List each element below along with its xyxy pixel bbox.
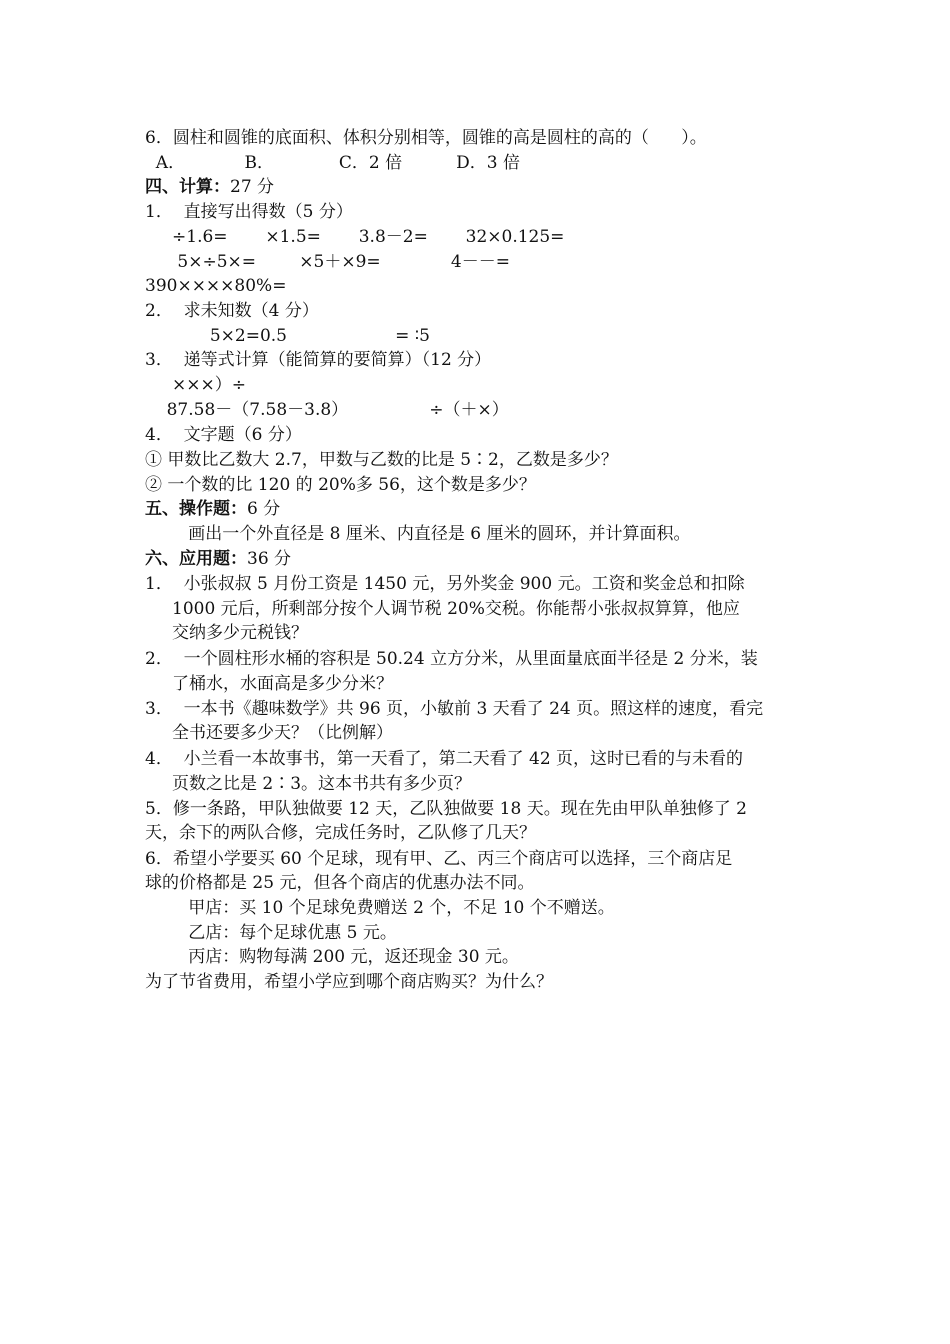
- app-q6-question: 为了节省费用，希望小学应到哪个商店购买？为什么？: [145, 972, 553, 992]
- section-4-points: 27 分: [230, 177, 275, 197]
- calc-3-row-1: ×××）÷: [145, 375, 246, 395]
- section-5-title: 五、操作题：: [145, 499, 247, 519]
- app-q6-shop-b: 乙店：每个足球优惠 5 元。: [145, 923, 397, 943]
- app-q1-line-1: 1． 小张叔叔 5 月份工资是 1450 元，另外奖金 900 元。工资和奖金总和扣除: [145, 574, 745, 594]
- app-q6-line-1: 6．希望小学要买 60 个足球，现有甲、乙、丙三个商店可以选择，三个商店足: [145, 849, 733, 869]
- calc-1-row-2: 5×÷5×= ×5＋×9= 4－－=: [145, 252, 510, 272]
- section-4-title: 四、计算：: [145, 177, 230, 197]
- app-q6-shop-c: 丙店：购物每满 200 元，返还现金 30 元。: [145, 947, 519, 967]
- app-q5-line-1: 5．修一条路，甲队独做要 12 天，乙队独做要 18 天。现在先由甲队单独修了 2: [145, 799, 747, 819]
- app-q4-line-1: 4． 小兰看一本故事书，第一天看了，第二天看了 42 页，这时已看的与未看的: [145, 749, 744, 769]
- calc-2-title: 2． 求未知数（4 分）: [145, 301, 319, 321]
- calc-1-row-1: ÷1.6= ×1.5= 3.8－2= 32×0.125=: [145, 227, 565, 247]
- calc-2-row-1: 5×2=0.5 = ∶5: [145, 326, 430, 346]
- calc-3-row-2: 87.58－（7.58－3.8） ÷（＋×）: [145, 400, 509, 420]
- section-5-text: 画出一个外直径是 8 厘米、内直径是 6 厘米的圆环，并计算面积。: [145, 524, 691, 544]
- app-q4-line-2: 页数之比是 2∶3。这本书共有多少页？: [172, 774, 472, 794]
- section-6-heading: [145, 548, 291, 570]
- app-q5-line-2: 天，余下的两队合修，完成任务时，乙队修了几天？: [145, 823, 536, 843]
- app-q6-shop-a: 甲店：买 10 个足球免费赠送 2 个，不足 10 个不赠送。: [145, 898, 615, 918]
- app-q6-line-2: 球的价格都是 25 元，但各个商店的优惠办法不同。: [145, 873, 535, 893]
- calc-4-title: 4． 文字题（6 分）: [145, 425, 302, 445]
- question-6-text: 6．圆柱和圆锥的底面积、体积分别相等，圆锥的高是圆柱的高的（ ）。: [145, 128, 707, 148]
- app-q1-line-2: 1000 元后，所剩部分按个人调节税 20%交税。你能帮小张叔叔算算，他应: [172, 599, 740, 619]
- calc-4-row-2: ② 一个数的比 120 的 20%多 56，这个数是多少？: [145, 475, 536, 495]
- calc-1-row-3: 390××××80%=: [145, 276, 287, 296]
- question-6-options: A． B． C．2 倍 D．3 倍: [145, 153, 520, 173]
- calc-1-title: 1． 直接写出得数（5 分）: [145, 202, 353, 222]
- section-6-title: 六、应用题：: [145, 549, 247, 569]
- section-6-points: 36 分: [247, 549, 292, 569]
- app-q1-line-3: 交纳多少元税钱？: [172, 623, 308, 643]
- calc-3-title: 3． 递等式计算（能简算的要简算）（12 分）: [145, 350, 492, 370]
- section-4-heading: [145, 176, 274, 198]
- app-q2-line-2: 了桶水，水面高是多少分米？: [172, 674, 393, 694]
- app-q3-line-1: 3． 一本书《趣味数学》共 96 页，小敏前 3 天看了 24 页。照这样的速度，看完: [145, 699, 764, 719]
- section-5-heading: [145, 498, 280, 520]
- app-q3-line-2: 全书还要多少天？（比例解）: [172, 723, 393, 743]
- calc-4-row-1: ① 甲数比乙数大 2.7，甲数与乙数的比是 5∶2，乙数是多少？: [145, 450, 618, 470]
- app-q2-line-1: 2． 一个圆柱形水桶的容积是 50.24 立方分米，从里面量底面半径是 2 分米，装: [145, 649, 758, 669]
- section-5-points: 6 分: [247, 499, 281, 519]
